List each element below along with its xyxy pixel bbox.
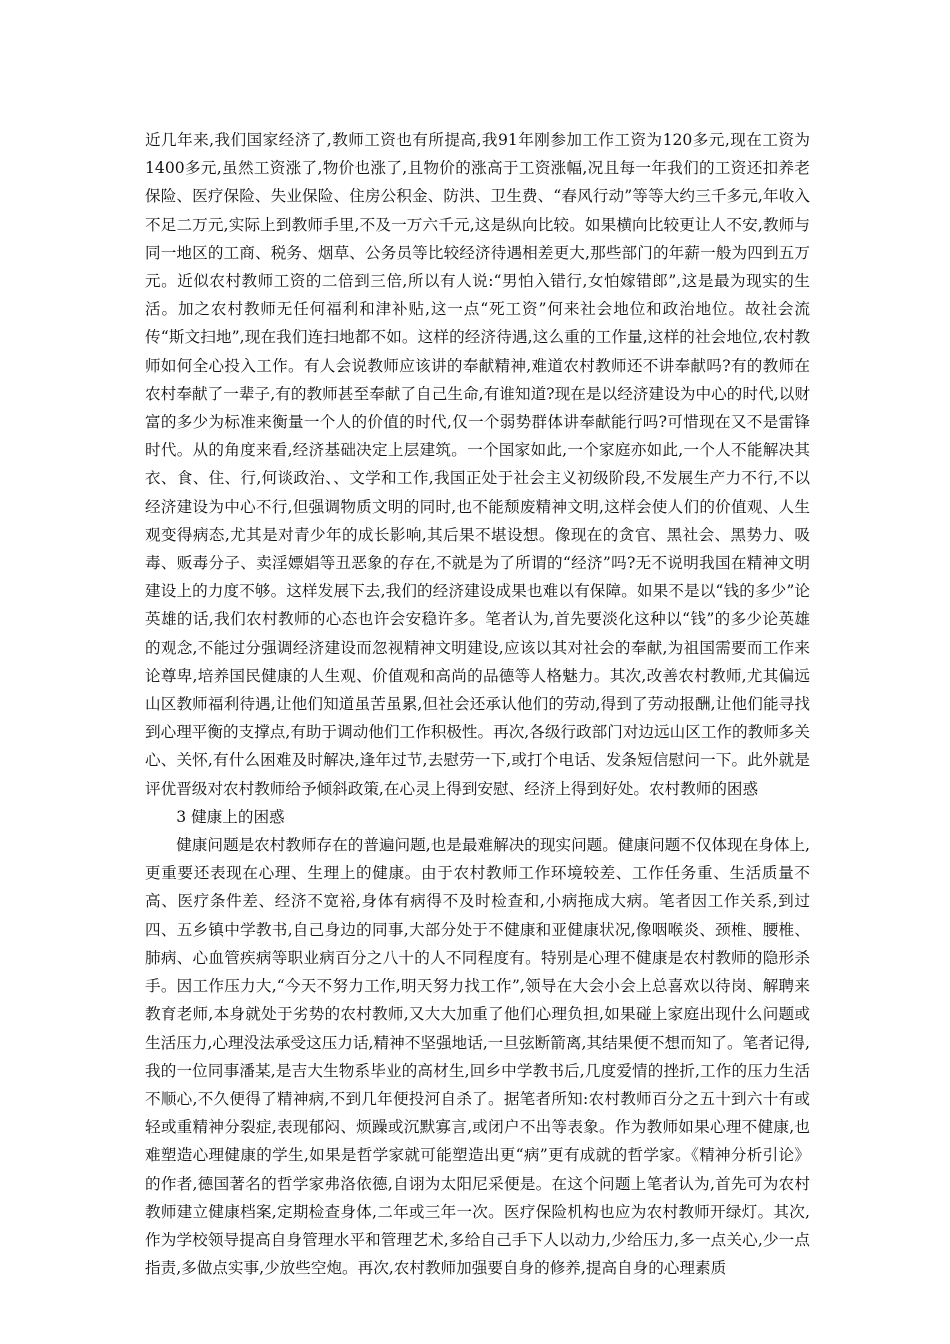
body-paragraph: 近几年来,我们国家经济了,教师工资也有所提高,我91年刚参加工作工资为120多元,现在工资为1400多元,虽然工资涨了,物价也涨了,且物价的涨高于工资涨幅,况且每一年我们的工资还扣养老保险、医疗保险、失业保险、住房公积金、防洪、卫生费、“春风行动”等等大约三千多元,年收入不足二万元,实际上到教师手里,不及一万六千元,这是纵向比较。如果横向比较更让人不安,教师与同一地区的工商、税务、烟草、公务员等比较经济待遇相差更大,那些部门的年薪一般为四到五万元。近似农村教师工资的二倍到三倍,所以有人说:“男怕入错行,女怕嫁错郎”,这是最为现实的生活。加之农村教师无任何福利和津补贴,这一点“死工资”何来社会地位和政治地位。故社会流传“斯文扫地”,现在我们连扫地都不如。这样的经济待遇,这么重的工作量,这样的社会地位,农村教师如何全心投入工作。有人会说教师应该讲的奉献精神,难道农村教师还不讲奉献吗?有的教师在农村奉献了一辈子,有的教师甚至奉献了自己生命,有谁知道?现在是以经济建设为中心的时代,以财富的多少为标准来衡量一个人的价值的时代,仅一个弱势群体讲奉献能行吗?可惜现在又不是雷锋时代。从的角度来看,经济基础决定上层建筑。一个国家如此,一个家庭亦如此,一个人不能解决其衣、食、住、行,何谈政治、、文学和工作,我国正处于社会主义初级阶段,不发展生产力不行,不以经济建设为中心不行,但强调物质文明的同时,也不能颓废精神文明,这样会使人们的价值观、人生观变得病态,尤其是对青少年的成长影响,其后果不堪设想。像现在的贪官、黑社会、黑势力、吸毒、贩毒分子、卖淫嫖娼等丑恶象的存在,不就是为了所谓的“经济”吗?无不说明我国在精神文明建设上的力度不够。这样发展下去,我们的经济建设成果也难以有保障。如果不是以“钱的多少”论英雄的话,我们农村教师的心态也许会安稳许多。笔者认为,首先要淡化这种以“钱”的多少论英雄的观念,不能过分强调经济建设而忽视精神文明建设,应该以其对社会的奉献,为祖国需要而工作来论尊卑,培养国民健康的人生观、价值观和高尚的品德等人格魅力。其次,改善农村教师,尤其偏远山区教师福利待遇,让他们知道虽苦虽累,但社会还承认他们的劳动,得到了劳动报酬,让他们能寻找到心理平衡的支撑点,有助于调动他们工作积极性。再次,各级行政部门对边远山区工作的教师多关心、关怀,有什么困难及时解决,逢年过节,去慰劳一下,或打个电话、发条短信慰问一下。此外就是评优晋级对农村教师给予倾斜政策,在心灵上得到安慰、经济上得到好处。农村教师的困惑 xyxy=(145,131,810,798)
document-page xyxy=(145,126,810,1282)
body-paragraph: 健康问题是农村教师存在的普遍问题,也是最难解决的现实问题。健康问题不仅体现在身体上,更重要还表现在心理、生理上的健康。由于农村教师工作环境较差、工作任务重、生活质量不高、医疗条件差、经济不宽裕,身体有病得不及时检查和,小病拖成大病。笔者因工作关系,到过四、五乡镇中学教书,自己身边的同事,大部分处于不健康和亚健康状况,像咽喉炎、颈椎、腰椎、肺病、心血管疾病等职业病百分之八十的人不同程度有。特别是心理不健康是农村教师的隐形杀手。因工作压力大,“今天不努力工作,明天努力找工作”,领导在大会小会上总喜欢以待岗、解聘来教育老师,本身就处于劣势的农村教师,又大大加重了他们心理负担,如果碰上家庭出现什么问题或生活压力,心理没法承受这压力话,精神不坚强地话,一旦弦断箭离,其结果便不想而知了。笔者记得,我的一位同事潘某,是吉大生物系毕业的高材生,回乡中学教书后,几度爱情的挫折,工作的压力生活不顺心,不久便得了精神病,不到几年便投河自杀了。据笔者所知:农村教师百分之五十到六十有或轻或重精神分裂症,表现郁闷、烦躁或沉默寡言,或闭户不出等表象。作为教师如果心理不健康,也难塑造心理健康的学生,如果是哲学家就可能塑造出更“病”更有成就的哲学家。《精神分析引论》的作者,德国著名的哲学家弗洛依德,自诩为太阳尼采便是。在这个问题上笔者认为,首先可为农村教师建立健康档案,定期检查身体,二年或三年一次。医疗保险机构也应为农村教师开绿灯。其次,作为学校领导提高自身管理水平和管理艺术,多给自己手下人以动力,少给压力,多一点关心,少一点指责,多做点实事,少放些空炮。再次,农村教师加强要自身的修养,提高自身的心理素质 xyxy=(145,836,810,1278)
section-heading: 3 健康上的困惑 xyxy=(176,807,285,826)
